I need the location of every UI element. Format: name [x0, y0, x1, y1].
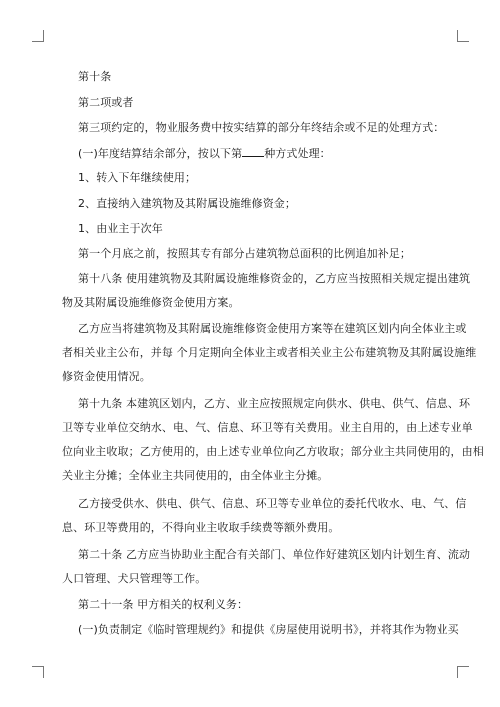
paragraph-line: 乙方应当将建筑物及其附属设施维修资金使用方案等在建筑区划内向全体业主或	[78, 322, 467, 335]
paragraph-text: 2、直接纳入建筑物及其附属设施维修资金；	[78, 197, 296, 210]
paragraph-first-month	[78, 248, 411, 260]
paragraph-text: 1、转入下年继续使用；	[78, 171, 197, 184]
paragraph-item-3	[78, 122, 444, 134]
paragraph-line: 第二十条 乙方应当协助业主配合有关部门、单位作好建筑区划内计划生育、流动	[78, 548, 471, 561]
paragraph-text: 第二项或者	[78, 96, 134, 109]
paragraph-line: 第十九条 本建筑区划内，乙方、业主应按照规定向供水、供电、供气、信息、环	[78, 397, 471, 410]
paragraph-line: 位向业主收取；乙方使用的，由上述专业单位向乙方收取；部分业主共同使用的，由相	[62, 445, 484, 458]
paragraph-line: 者相关业主公布，并每 个月定期向全体业主或者相关业主公布建筑物及其附属设施维	[62, 346, 477, 359]
paragraph-text: (一)负责制定《临时管理规约》和提供《房屋使用说明书》，并将其作为物业买	[78, 623, 459, 636]
paragraph-text: 1、由业主于次年	[78, 222, 163, 235]
fill-in-blank	[242, 147, 264, 157]
paragraph-text: 第十条	[78, 70, 112, 83]
paragraph-line: 卫等专业单位交纳水、电、气、信息、环卫等有关费用。业主自用的，由上述专业单	[62, 421, 473, 434]
paragraph-article-21	[78, 599, 248, 611]
paragraph-line: 关业主分摊；全体业主共同使用的，由全体业主分摊。	[62, 469, 329, 482]
crop-mark-bottom-left	[32, 666, 44, 678]
paragraph-line: 息、环卫等费用的，不得向业主收取手续费等额外费用。	[62, 521, 340, 534]
paragraph-item-2	[78, 97, 134, 109]
crop-mark-top-left	[32, 30, 44, 42]
paragraph-text: 第一个月底之前，按照其专有部分占建筑物总面积的比例追加补足；	[78, 247, 411, 260]
paragraph-obligation-1	[78, 624, 459, 636]
paragraph-line: 物及其附属设施维修资金使用方案。	[62, 296, 240, 309]
crop-mark-top-right	[457, 30, 469, 42]
paragraph-line: 修资金使用情况。	[62, 370, 151, 383]
paragraph-text: 第三项约定的，物业服务费中按实结算的部分年终结余或不足的处理方式：	[78, 121, 445, 134]
paragraph-option-2	[78, 198, 296, 210]
paragraph-option-1	[78, 172, 196, 184]
paragraph-option-1b	[78, 223, 163, 235]
paragraph-surplus-handling	[78, 147, 331, 160]
paragraph-line: 第十八条 使用建筑物及其附属设施维修资金的，乙方应当按照相关规定提出建筑	[78, 272, 471, 285]
paragraph-text: 第二十一条 甲方相关的权利义务：	[78, 598, 249, 611]
paragraph-line: 乙方接受供水、供电、供气、信息、环卫等专业单位的委托代收水、电、气、信	[78, 497, 467, 510]
paragraph-article-10	[78, 71, 111, 83]
paragraph-text-after-blank: 种方式处理：	[264, 147, 331, 160]
paragraph-line: 人口管理、犬只管理等工作。	[62, 572, 207, 585]
crop-mark-bottom-right	[457, 666, 469, 678]
paragraph-text-before-blank: (一)年度结算结余部分，按以下第	[78, 147, 243, 160]
